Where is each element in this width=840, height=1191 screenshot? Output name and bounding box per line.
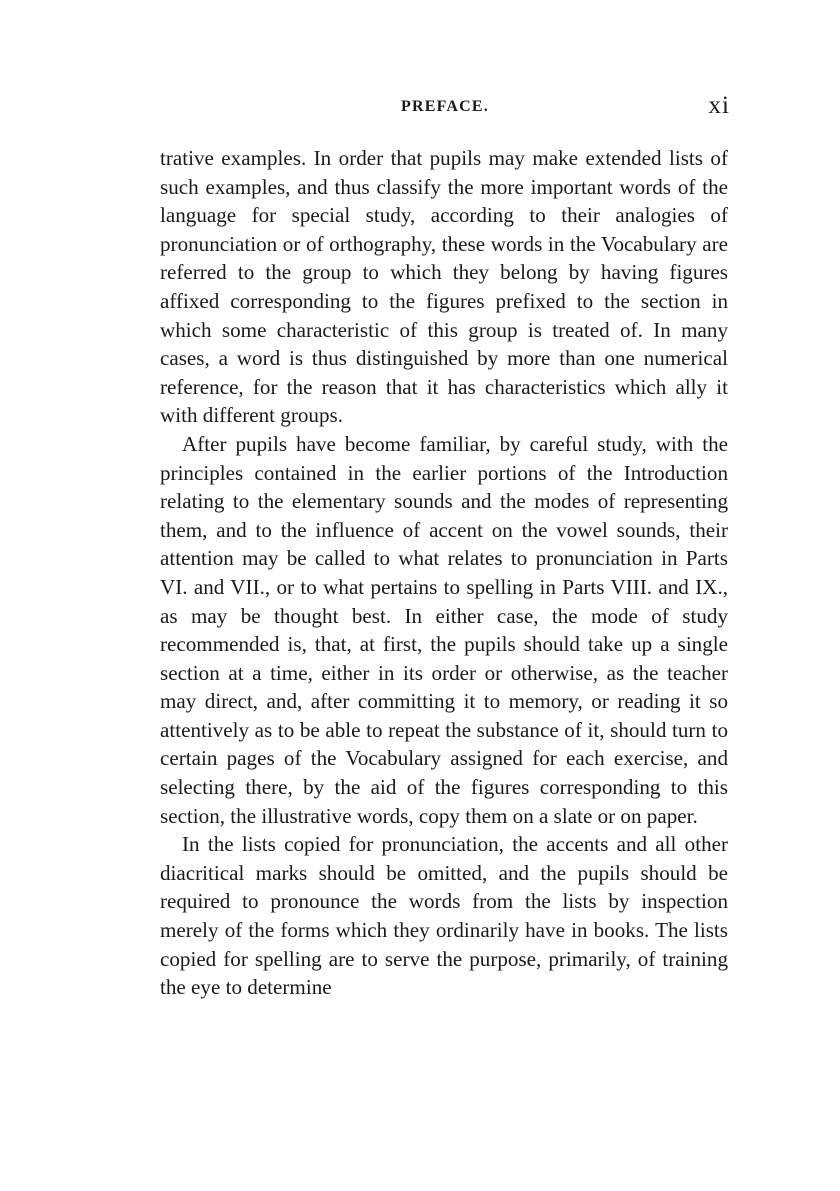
paragraph-continued: trative examples. In order that pupils may make extended lists of such examples, and thus classify the more important words of the language for special study, according to their analogies of pronunciation or of orthography, these words in the Vocabulary are referred to the group to which they belong by having figures affixed corresponding to the figures prefixed to the section in which some characteristic of this group is treated of. In many cases, a word is thus distinguished by more than one numerical reference, for the reason that it has characteristics which ally it with different groups. [160,146,728,428]
paragraph-copied-lists: In the lists copied for pronunciation, the accents and all other diacritical marks should be omitted, and the pupils should be required to pronounce the words from the lists by inspection merely of the forms which they ordinarily have in books. The lists copied for spelling are to serve the purpose, primarily, of training the eye to determine [160,832,728,1000]
body-text [160,144,728,1002]
running-title: PREFACE. [401,98,489,115]
paragraph-study-method: After pupils have become familiar, by careful study, with the principles contained in the earlier portions of the Introduction relating to the elementary sounds and the modes of representing them, and to the influence of accent on the vowel sounds, their attention may be called to what relates to pronunciation in Parts VI. and VII., or to what pertains to spelling in Parts VIII. and IX., as may be thought best. In either case, the mode of study recommended is, that, at first, the pupils should take up a single section at a time, either in its order or otherwise, as the teacher may direct, and, after committing it to memory, or reading it so attentively as to be able to repeat the substance of it, should turn to certain pages of the Vocabulary assigned for each exercise, and selecting there, by the aid of the figures corresponding to this section, the illustrative words, copy them on a slate or on paper. [160,431,728,828]
running-head [160,88,730,118]
page-number: xi [708,92,730,119]
